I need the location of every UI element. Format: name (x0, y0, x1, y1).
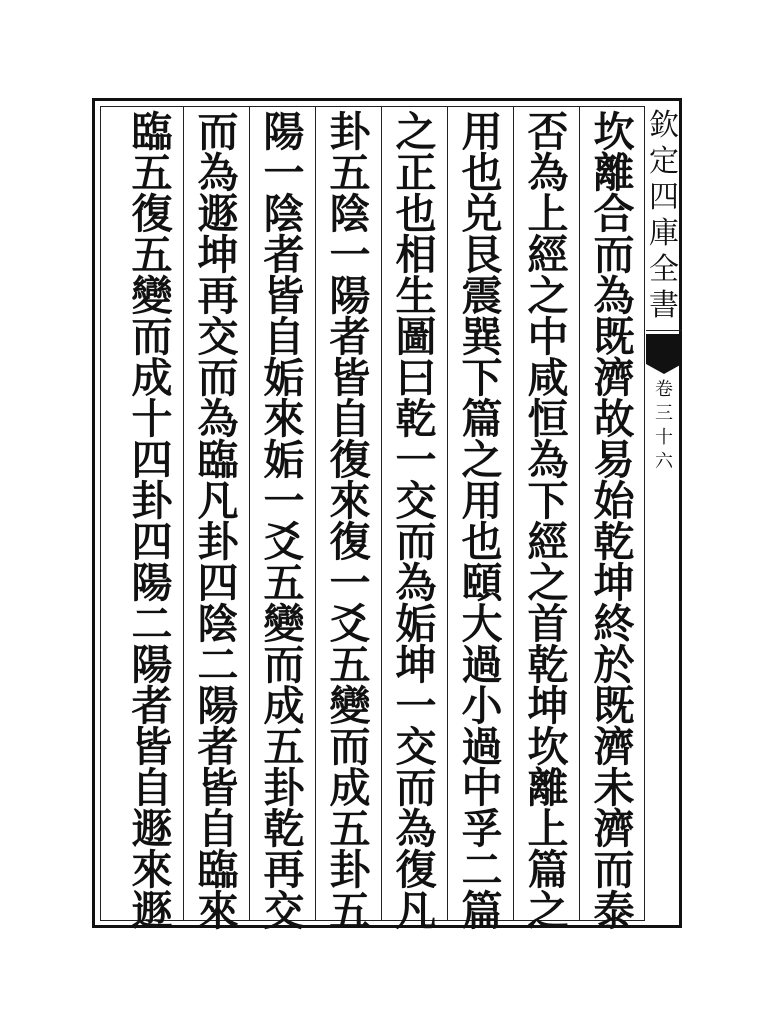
glyph: 陽 (197, 682, 239, 730)
glyph: 而 (395, 764, 437, 812)
glyph: 終 (593, 600, 635, 648)
glyph: 相 (395, 231, 437, 279)
glyph: 姤 (263, 354, 305, 402)
glyph: 變 (131, 272, 173, 320)
glyph: 為 (395, 805, 437, 853)
glyph: 經 (527, 518, 569, 566)
glyph: 之 (527, 559, 569, 607)
glyph: 陽 (131, 641, 173, 689)
glyph: 而 (263, 641, 305, 689)
column-rule (381, 106, 382, 921)
glyph: 成 (131, 354, 173, 402)
glyph: 皆 (329, 354, 371, 402)
glyph: 過 (461, 723, 503, 771)
glyph: 坤 (197, 231, 239, 279)
text-column-6 (254, 108, 314, 935)
glyph: 上 (527, 190, 569, 238)
glyph: 一 (263, 477, 305, 525)
glyph: 五 (329, 641, 371, 689)
glyph: 乾 (263, 805, 305, 853)
glyph: 孚 (461, 805, 503, 853)
column-rule (579, 106, 580, 921)
glyph: 篇 (461, 395, 503, 443)
glyph: 凡 (197, 477, 239, 525)
glyph: 定 (649, 144, 679, 179)
glyph: 一 (263, 149, 305, 197)
glyph: 陰 (263, 190, 305, 238)
glyph: 皆 (263, 272, 305, 320)
glyph: 為 (593, 272, 635, 320)
glyph: 為 (197, 395, 239, 443)
glyph: 一 (329, 559, 371, 607)
text-column-7 (188, 108, 248, 935)
glyph: 臨 (197, 846, 239, 894)
glyph: 復 (329, 436, 371, 484)
glyph: 陽 (131, 559, 173, 607)
glyph: 遯 (131, 805, 173, 853)
glyph: 未 (593, 764, 635, 812)
glyph: 凡 (395, 887, 437, 935)
glyph: 欽 (649, 108, 679, 143)
text-column-5 (320, 108, 380, 935)
glyph: 乾 (593, 518, 635, 566)
glyph: 者 (263, 231, 305, 279)
glyph: 上 (527, 805, 569, 853)
glyph: 圖 (395, 313, 437, 361)
glyph: 震 (461, 272, 503, 320)
glyph: 爻 (329, 600, 371, 648)
glyph: 來 (329, 477, 371, 525)
glyph: 姤 (395, 600, 437, 648)
glyph: 十 (655, 427, 673, 448)
glyph: 坎 (527, 723, 569, 771)
glyph: 用 (461, 477, 503, 525)
fishtail-mark (646, 334, 682, 364)
glyph: 五 (329, 149, 371, 197)
glyph: 再 (197, 272, 239, 320)
glyph: 爻 (263, 518, 305, 566)
text-column-3 (452, 108, 512, 935)
glyph: 乾 (527, 641, 569, 689)
glyph: 變 (263, 600, 305, 648)
glyph: 之 (461, 436, 503, 484)
glyph: 來 (131, 846, 173, 894)
glyph: 而 (197, 354, 239, 402)
glyph: 全 (649, 252, 679, 287)
glyph: 為 (527, 149, 569, 197)
glyph: 自 (329, 395, 371, 443)
glyph: 之 (395, 108, 437, 156)
glyph: 二 (197, 641, 239, 689)
glyph: 故 (593, 395, 635, 443)
glyph: 而 (593, 846, 635, 894)
text-column-4 (386, 108, 446, 935)
glyph: 為 (395, 559, 437, 607)
glyph: 成 (263, 682, 305, 730)
glyph: 離 (527, 764, 569, 812)
glyph: 陰 (197, 600, 239, 648)
glyph: 臨 (131, 108, 173, 156)
column-rule (183, 106, 184, 921)
glyph: 者 (131, 682, 173, 730)
glyph: 坎 (593, 108, 635, 156)
glyph: 用 (461, 108, 503, 156)
column-rule (315, 106, 316, 921)
glyph: 復 (131, 190, 173, 238)
glyph: 再 (263, 846, 305, 894)
glyph: 交 (263, 887, 305, 935)
glyph: 易 (593, 436, 635, 484)
glyph: 而 (131, 313, 173, 361)
glyph: 復 (329, 518, 371, 566)
glyph: 陽 (263, 108, 305, 156)
glyph: 咸 (527, 354, 569, 402)
glyph: 正 (395, 149, 437, 197)
glyph: 卦 (197, 518, 239, 566)
column-rule (513, 106, 514, 921)
glyph: 離 (593, 149, 635, 197)
glyph: 來 (263, 395, 305, 443)
glyph: 中 (527, 313, 569, 361)
glyph: 坤 (527, 682, 569, 730)
glyph: 篇 (461, 887, 503, 935)
glyph: 卦 (329, 108, 371, 156)
glyph: 二 (461, 846, 503, 894)
glyph: 為 (527, 436, 569, 484)
glyph: 既 (593, 313, 635, 361)
glyph: 恒 (527, 395, 569, 443)
text-column-8 (122, 108, 182, 935)
column-rule (447, 106, 448, 921)
glyph: 濟 (593, 805, 635, 853)
glyph: 成 (329, 764, 371, 812)
glyph: 復 (395, 846, 437, 894)
glyph: 庫 (649, 216, 679, 251)
glyph: 為 (197, 149, 239, 197)
glyph: 自 (131, 764, 173, 812)
glyph: 也 (461, 518, 503, 566)
glyph: 而 (593, 231, 635, 279)
glyph: 五 (131, 231, 173, 279)
glyph: 交 (395, 477, 437, 525)
glyph: 否 (527, 108, 569, 156)
glyph: 卦 (263, 764, 305, 812)
glyph: 卦 (329, 846, 371, 894)
glyph: 曰 (395, 354, 437, 402)
glyph: 一 (395, 682, 437, 730)
glyph: 十 (131, 395, 173, 443)
glyph: 皆 (197, 764, 239, 812)
glyph: 生 (395, 272, 437, 320)
glyph: 於 (593, 641, 635, 689)
glyph: 交 (395, 723, 437, 771)
margin-volume-label (646, 378, 682, 474)
glyph: 陰 (329, 190, 371, 238)
glyph: 泰 (593, 887, 635, 935)
glyph: 下 (527, 477, 569, 525)
glyph: 書 (649, 288, 679, 323)
glyph: 自 (263, 313, 305, 361)
margin-divider (646, 330, 682, 331)
glyph: 小 (461, 682, 503, 730)
glyph: 也 (395, 190, 437, 238)
column-rule (249, 106, 250, 921)
glyph: 乾 (395, 395, 437, 443)
text-column-2 (518, 108, 578, 935)
glyph: 五 (329, 805, 371, 853)
glyph: 濟 (593, 723, 635, 771)
glyph: 遯 (197, 190, 239, 238)
glyph: 四 (131, 518, 173, 566)
glyph: 合 (593, 190, 635, 238)
glyph: 五 (263, 723, 305, 771)
glyph: 坤 (395, 641, 437, 689)
glyph: 二 (131, 600, 173, 648)
text-column-1 (584, 108, 644, 935)
glyph: 一 (395, 436, 437, 484)
glyph: 而 (395, 518, 437, 566)
glyph: 一 (329, 231, 371, 279)
glyph: 者 (329, 313, 371, 361)
glyph: 卷 (655, 379, 673, 400)
glyph: 四 (649, 180, 679, 215)
margin-book-title (646, 108, 682, 324)
glyph: 大 (461, 600, 503, 648)
glyph: 卦 (131, 477, 173, 525)
glyph: 陽 (329, 272, 371, 320)
glyph: 過 (461, 641, 503, 689)
glyph: 始 (593, 477, 635, 525)
glyph: 六 (655, 451, 673, 472)
glyph: 之 (527, 272, 569, 320)
glyph: 經 (527, 231, 569, 279)
glyph: 而 (197, 108, 239, 156)
glyph: 四 (131, 436, 173, 484)
glyph: 皆 (131, 723, 173, 771)
glyph: 臨 (197, 436, 239, 484)
glyph: 兑 (461, 190, 503, 238)
glyph: 四 (197, 559, 239, 607)
glyph: 姤 (263, 436, 305, 484)
glyph: 五 (263, 559, 305, 607)
glyph: 篇 (527, 846, 569, 894)
glyph: 濟 (593, 354, 635, 402)
glyph: 而 (329, 723, 371, 771)
glyph: 巽 (461, 313, 503, 361)
glyph: 自 (197, 805, 239, 853)
glyph: 交 (197, 313, 239, 361)
glyph: 五 (329, 887, 371, 935)
glyph: 坤 (593, 559, 635, 607)
glyph: 既 (593, 682, 635, 730)
glyph: 來 (197, 887, 239, 935)
glyph: 艮 (461, 231, 503, 279)
glyph: 遯 (131, 887, 173, 935)
glyph: 首 (527, 600, 569, 648)
glyph: 者 (197, 723, 239, 771)
glyph: 下 (461, 354, 503, 402)
glyph: 五 (131, 149, 173, 197)
glyph: 變 (329, 682, 371, 730)
glyph: 也 (461, 149, 503, 197)
glyph: 頤 (461, 559, 503, 607)
glyph: 中 (461, 764, 503, 812)
glyph: 之 (527, 887, 569, 935)
glyph: 三 (655, 403, 673, 424)
